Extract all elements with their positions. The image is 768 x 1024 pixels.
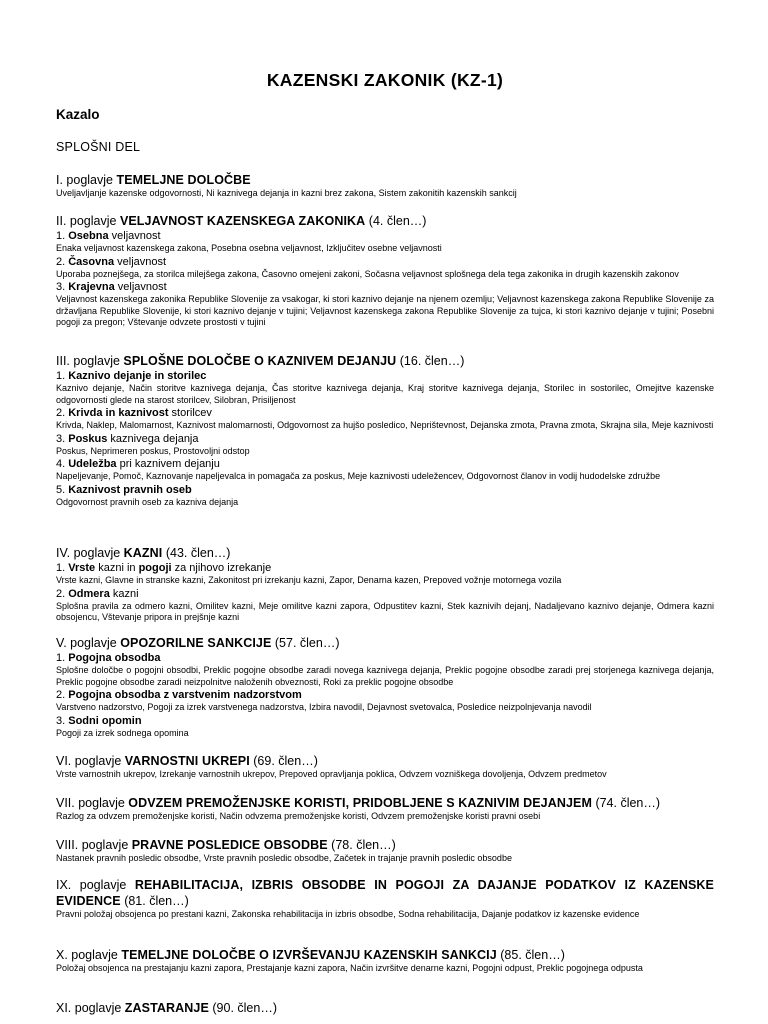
section-heading: [56, 715, 714, 728]
section-description: Pogoji za izrek sodnega opomina: [56, 727, 189, 738]
section-heading: [56, 562, 714, 575]
section-description: Splošne določbe o pogojni obsodbi, Preklic pogojne obsodbe zaradi novega kaznivega dejanja, Preklic pogojne obsodbe zaradi prej storjenega kaznivega dejanja, Preklic pogojne obsodbe zaradi neizpolnitve naloženih obveznosti, Roki za preklic pogojne obsodbe: [56, 665, 714, 687]
section-description: Splošna pravila za odmero kazni, Omilitev kazni, Meje omilitve kazni zapora, Odpustitev kazni, Stek kaznivih dejanj, Nadaljevano kaznivo dejanje, Odmera kazni obsojencu, Vštevanje pripora in prejšnje kazni: [56, 600, 714, 622]
section-title-bold: Sodni opomin: [68, 714, 142, 727]
section-title-bold: Pogojna obsodba: [68, 652, 161, 664]
chapter-block: [56, 795, 714, 823]
part-heading: SPLOŠNI DEL: [56, 140, 141, 154]
section-number: 3.: [56, 432, 69, 445]
chapter-prefix: X. poglavje: [56, 948, 122, 962]
chapter-name: OPOZORILNE SANKCIJE: [120, 636, 272, 650]
section-title-bold: Kaznivo dejanje in storilec: [68, 370, 207, 382]
chapter-prefix: VIII. poglavje: [56, 838, 132, 852]
chapter-description: Vrste varnostnih ukrepov, Izrekanje varnostnih ukrepov, Prepoved opravljanja poklica, Odvzem vozniškega dovoljenja, Odvzem predmetov: [56, 769, 607, 779]
section-description: Enaka veljavnost kazenskega zakona, Posebna osebna veljavnost, Izključitev osebne veljavnosti: [56, 243, 442, 253]
chapter-name: ZASTARANJE: [124, 1001, 209, 1015]
chapter-block: [56, 1000, 714, 1016]
section-description: Vrste kazni, Glavne in stranske kazni, Zakonitost pri izrekanju kazni, Zapor, Denarna kazen, Prepoved vožnje motornega vozila: [56, 575, 562, 585]
chapter-block: [56, 753, 714, 781]
chapter-name: TEMELJNE DOLOČBE: [116, 173, 251, 187]
section-title-bold: Krajevna: [68, 281, 115, 293]
section-title-bold: Poskus: [68, 432, 108, 445]
section-heading: [56, 652, 714, 665]
chapter-prefix: IX. poglavje: [56, 878, 135, 892]
chapter-heading: [56, 795, 714, 811]
section-description: Krivda, Naklep, Malomarnost, Kaznivost malomarnosti, Odgovornost za hujšo posledico, Neprištevnost, Dejanska zmota, Pravna zmota, Skrajna sila, Meje kaznivosti: [56, 420, 714, 430]
section-title-rest: veljavnost: [108, 230, 161, 242]
section-title-bold: Vrste: [68, 562, 96, 574]
section-description: Kaznivo dejanje, Način storitve kaznivega dejanja, Čas storitve kaznivega dejanja, Kraj storitve kaznivega dejanja, Storilec in sostorilec, Omejitve kazenske odgovornosti glede na starost storilcev, Silobran, Prisiljenost: [56, 383, 714, 405]
chapter-block: [56, 837, 714, 865]
chapter-block: [56, 213, 714, 329]
chapter-article-ref: (78. člen…): [327, 838, 396, 852]
section-title-bold: Pogojna obsodba z varstvenim nadzorstvom: [68, 689, 302, 701]
section-heading: [56, 458, 714, 471]
section-number: 2.: [56, 407, 69, 419]
section-number: 2.: [56, 587, 69, 600]
section-number: 4.: [56, 458, 69, 470]
chapter-name: TEMELJNE DOLOČBE O IZVRŠEVANJU KAZENSKIH SANKCIJ: [121, 948, 497, 962]
section-description: Odgovornost pravnih oseb za kazniva dejanja: [56, 496, 239, 507]
section-number: 3.: [56, 714, 69, 727]
chapter-heading: [56, 172, 714, 188]
chapter-name: PRAVNE POSLEDICE OBSODBE: [131, 838, 328, 852]
section-heading: [56, 689, 714, 702]
section-description: Varstveno nadzorstvo, Pogoji za izrek varstvenega nadzorstva, Izbira navodil, Dejavnost svetovalca, Posledice neizpolnjevanja navodil: [56, 702, 592, 712]
section-description: Napeljevanje, Pomoč, Kaznovanje napeljevalca in pomagača za poskus, Meje kaznivosti udeležencev, Odgovornost članov in vodij hudodelske združbe: [56, 471, 661, 481]
chapter-heading: [56, 545, 714, 561]
section-title-rest: kazni: [109, 587, 139, 600]
chapter-heading: [56, 877, 714, 909]
section-heading: [56, 370, 714, 383]
chapter-description: Razlog za odvzem premoženjske koristi, Način odvzema premoženjske koristi, Odvzem premoženjske koristi pravni osebi: [56, 811, 541, 821]
section-number: 2.: [56, 689, 69, 701]
chapter-prefix: IV. poglavje: [56, 546, 124, 560]
chapter-article-ref: (81. člen…): [120, 894, 189, 908]
section-title-rest: veljavnost: [114, 255, 167, 268]
chapter-prefix: II. poglavje: [56, 214, 120, 228]
section-title-rest: veljavnost: [114, 281, 167, 293]
section-number: 1.: [56, 230, 69, 242]
chapter-heading: [56, 353, 714, 369]
section-heading: [56, 407, 714, 420]
chapter-name: ODVZEM PREMOŽENJSKE KORISTI, PRIDOBLJENE S KAZNIVIM DEJANJEM: [128, 796, 592, 810]
section-title-bold: Udeležba: [68, 458, 117, 470]
chapter-heading: [56, 947, 714, 963]
chapter-heading: [56, 213, 714, 229]
chapter-article-ref: (90. člen…): [208, 1001, 277, 1015]
section-heading: [56, 230, 714, 243]
chapter-name: KAZNI: [123, 546, 163, 560]
chapter-article-ref: (16. člen…): [396, 354, 465, 368]
section-title-rest: pri kaznivem dejanju: [116, 458, 220, 470]
section-number: 1.: [56, 562, 69, 574]
chapter-name: REHABILITACIJA, IZBRIS OBSODBE IN POGOJI ZA DAJANJE PODATKOV IZ KAZENSKE EVIDENCE: [56, 878, 714, 908]
chapter-heading: [56, 635, 714, 651]
section-heading: [56, 433, 714, 446]
chapter-prefix: VI. poglavje: [56, 754, 125, 768]
section-title-bold: Odmera: [68, 587, 110, 600]
section-title-bold: Osebna: [68, 230, 109, 242]
section-number: 1.: [56, 370, 69, 382]
chapter-block: [56, 172, 714, 200]
chapter-article-ref: (57. člen…): [271, 636, 340, 650]
section-title-rest: kazni in: [95, 562, 136, 574]
section-number: 3.: [56, 281, 69, 293]
section-heading: [56, 484, 714, 497]
document-title: KAZENSKI ZAKONIK (KZ-1): [266, 70, 504, 90]
section-title-bold: pogoji: [135, 562, 172, 574]
chapter-prefix: XI. poglavje: [56, 1001, 125, 1015]
section-title-bold: Krivda in kaznivost: [68, 407, 169, 419]
chapter-description: Nastanek pravnih posledic obsodbe, Vrste pravnih posledic obsodbe, Začetek in trajanje pravnih posledic obsodbe: [56, 853, 512, 863]
section-number: 1.: [56, 652, 69, 664]
chapter-article-ref: (69. člen…): [249, 754, 318, 768]
section-title-rest: za njihovo izrekanje: [171, 562, 272, 574]
chapter-block: [56, 545, 714, 624]
chapter-article-ref: (85. člen…): [496, 948, 565, 962]
section-heading: [56, 281, 714, 294]
chapter-article-ref: (74. člen…): [591, 796, 661, 810]
chapter-name: VARNOSTNI UKREPI: [124, 754, 250, 768]
chapter-description: Uveljavljanje kazenske odgovornosti, Ni kaznivega dejanja in kazni brez zakona, Sistem zakonitih kazenskih sankcij: [56, 188, 517, 198]
section-title-rest: storilcev: [168, 407, 212, 419]
section-title-bold: Kaznivost pravnih oseb: [68, 483, 192, 496]
section-heading: [56, 588, 714, 601]
chapter-block: [56, 877, 714, 921]
chapter-heading: [56, 753, 714, 769]
chapter-description: Pravni položaj obsojenca po prestani kazni, Zakonska rehabilitacija in izbris obsodbe, Sodna rehabilitacija, Dajanje podatkov iz kazenske evidence: [56, 909, 640, 919]
chapter-block: [56, 947, 714, 975]
chapter-prefix: III. poglavje: [56, 354, 124, 368]
chapter-article-ref: (4. člen…): [365, 214, 427, 228]
chapter-block: [56, 353, 714, 508]
chapter-heading: [56, 1000, 714, 1016]
chapter-prefix: I. poglavje: [56, 173, 117, 187]
chapter-block: [56, 635, 714, 739]
chapter-prefix: V. poglavje: [56, 636, 121, 650]
chapter-description: Položaj obsojenca na prestajanju kazni zapora, Prestajanje kazni zapora, Način izvršitve denarne kazni, Pogojni odpust, Preklic pogojnega odpusta: [56, 963, 643, 973]
section-title-bold: Časovna: [68, 255, 115, 268]
section-title-rest: kaznivega dejanja: [107, 432, 199, 445]
section-number: 5.: [56, 483, 69, 496]
section-description: Poskus, Neprimeren poskus, Prostovoljni odstop: [56, 445, 250, 456]
section-description: Veljavnost kazenskega zakonika Republike Slovenije za vsakogar, ki stori kaznivo dejanje na njenem ozemlju; Veljavnost kazenskega zakona Republike Slovenije za državljana Republike Slovenije, ki stori kaznivo dejanje v tujini; Veljavnost kazenskega zakona Republike Slovenije za tujca, ki stori kaznivo dejanje v tujini; Posebni pogoji za pregon; Vštevanje odvzete prostosti v tujini: [56, 294, 714, 327]
chapter-heading: [56, 837, 714, 853]
chapter-name: SPLOŠNE DOLOČBE O KAZNIVEM DEJANJU: [123, 354, 397, 368]
section-description: Uporaba poznejšega, za storilca milejšega zakona, Časovno omejeni zakoni, Sočasna veljavnost splošnega dela tega zakonika in drugih kazenskih zakonov: [56, 268, 679, 279]
chapter-article-ref: (43. člen…): [162, 546, 231, 560]
section-heading: [56, 256, 714, 269]
chapter-prefix: VII. poglavje: [56, 796, 129, 810]
section-number: 2.: [56, 255, 69, 268]
chapter-name: VELJAVNOST KAZENSKEGA ZAKONIKA: [119, 214, 366, 228]
toc-heading: Kazalo: [56, 107, 100, 122]
